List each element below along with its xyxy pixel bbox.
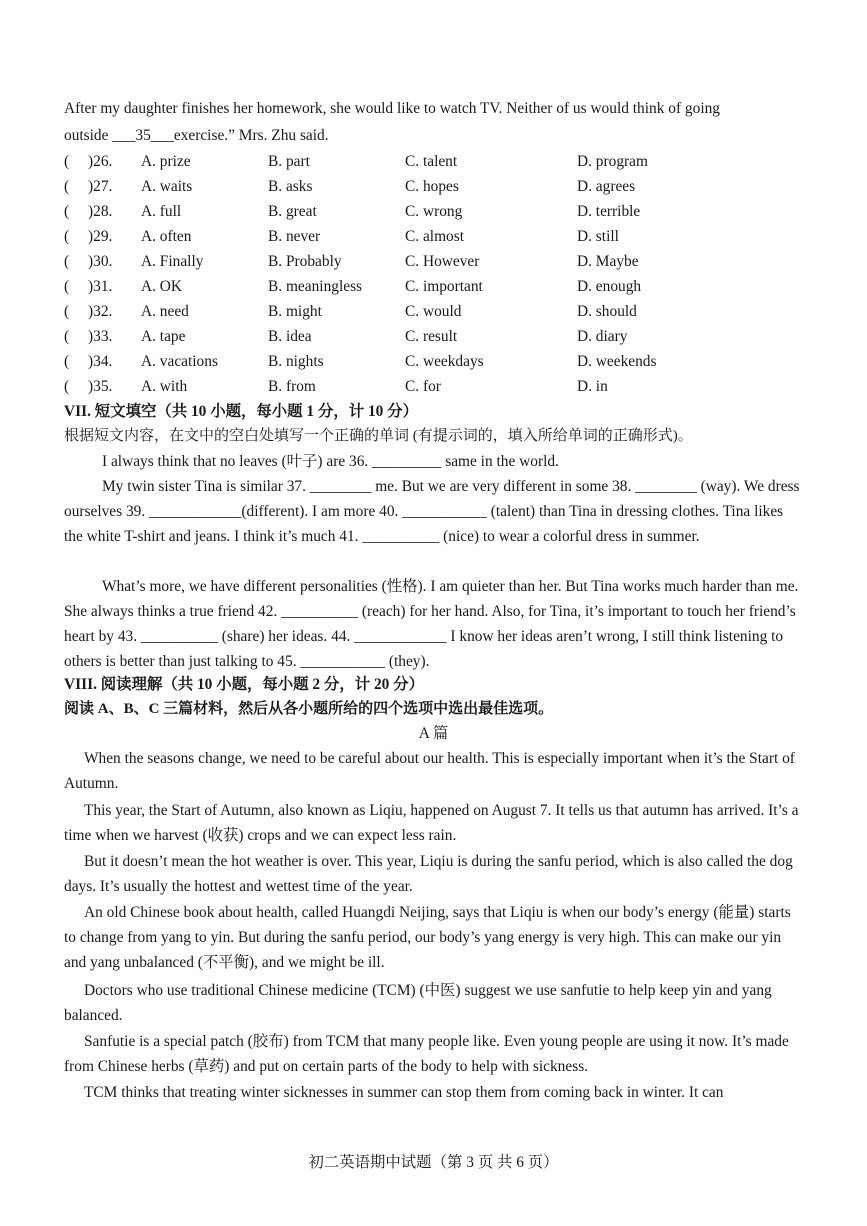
option-d: D. Maybe (577, 253, 639, 270)
option-a: A. full (141, 203, 182, 220)
passage-a-paragraph-7: TCM thinks that treating winter sicknesses in summer can stop them from coming back in winter. It can (84, 1084, 724, 1101)
answer-bracket: ( (64, 253, 70, 270)
cloze-question-30 (64, 249, 804, 274)
intro-line-2: outside ___35___exercise.” Mrs. Zhu said. (64, 127, 329, 144)
option-b: B. idea (268, 328, 312, 345)
option-b: B. never (268, 228, 321, 245)
section-7-paragraph-1: I always think that no leaves (叶子) are 36. _________ same in the world. (102, 453, 559, 470)
section-7-instruction: 根据短文内容，在文中的空白处填写一个正确的单词 (有提示词的，填入所给单词的正确形式)。 (64, 428, 693, 444)
option-b: B. nights (268, 353, 324, 370)
option-d: D. should (577, 303, 637, 320)
question-number: )27. (88, 178, 113, 195)
question-number: )28. (88, 203, 113, 220)
cloze-question-29 (64, 224, 804, 249)
answer-bracket: ( (64, 328, 70, 345)
option-b: B. from (268, 378, 316, 395)
option-a: A. tape (141, 328, 186, 345)
option-c: C. wrong (405, 203, 463, 220)
section-8-instruction: 阅读 A、B、C 三篇材料，然后从各小题所给的四个选项中选出最佳选项。 (64, 701, 554, 717)
option-a: A. prize (141, 153, 191, 170)
option-b: B. meaningless (268, 278, 363, 295)
answer-bracket: ( (64, 378, 70, 395)
option-a: A. vacations (141, 353, 218, 370)
option-d: D. program (577, 153, 648, 170)
option-a: A. often (141, 228, 192, 245)
option-b: B. part (268, 153, 310, 170)
cloze-question-27 (64, 174, 804, 199)
passage-a-paragraph-6: Sanfutie is a special patch (胶布) from TCM that many people like. Even young people are using it now. It’s made from Chinese herbs (草药) and put on certain parts of the body to help with sickness. (64, 1033, 789, 1075)
option-c: C. important (405, 278, 483, 295)
option-d: D. enough (577, 278, 642, 295)
cloze-question-32 (64, 299, 804, 324)
option-c: C. for (405, 378, 441, 395)
answer-bracket: ( (64, 178, 70, 195)
option-d: D. agrees (577, 178, 636, 195)
answer-bracket: ( (64, 228, 70, 245)
option-c: C. talent (405, 153, 458, 170)
option-c: C. However (405, 253, 480, 270)
cloze-question-28 (64, 199, 804, 224)
passage-a-paragraph-2: This year, the Start of Autumn, also known as Liqiu, happened on August 7. It tells us that autumn has arrived. It’s a time when we harvest (收获) crops and we can expect less rain. (64, 802, 799, 844)
question-number: )33. (88, 328, 113, 345)
option-d: D. terrible (577, 203, 641, 220)
option-c: C. hopes (405, 178, 459, 195)
option-a: A. waits (141, 178, 193, 195)
option-c: C. weekdays (405, 353, 484, 370)
answer-bracket: ( (64, 353, 70, 370)
option-b: B. might (268, 303, 322, 320)
answer-bracket: ( (64, 153, 70, 170)
option-d: D. diary (577, 328, 628, 345)
cloze-question-31 (64, 274, 804, 299)
cloze-question-26 (64, 149, 804, 174)
option-d: D. still (577, 228, 619, 245)
page-footer: 初二英语期中试题（第 3 页 共 6 页） (308, 1154, 559, 1171)
cloze-question-33 (64, 324, 804, 349)
question-number: )35. (88, 378, 113, 395)
passage-a-paragraph-1: When the seasons change, we need to be careful about our health. This is especially important when it’s the Start of Autumn. (64, 750, 795, 792)
answer-bracket: ( (64, 203, 70, 220)
section-7-paragraph-3: What’s more, we have different personalities (性格). I am quieter than her. But Tina works much harder than me. She always thinks a true friend 42. __________ (reach) for her hand. Also, for Tina, it’s important to touch her friend’s heart by 43. __________ (share) her ideas. 44. ____________ I know her ideas aren’t wrong, I still think listening to others is better than just talking to 45. ___________ (they). (64, 578, 799, 670)
question-number: )31. (88, 278, 113, 295)
option-a: A. OK (141, 278, 183, 295)
option-d: D. in (577, 378, 608, 395)
option-d: D. weekends (577, 353, 657, 370)
option-a: A. need (141, 303, 189, 320)
cloze-question-35 (64, 374, 804, 399)
question-number: )26. (88, 153, 113, 170)
intro-line-1: After my daughter finishes her homework, she would like to watch TV. Neither of us would think of going (64, 100, 720, 117)
option-b: B. Probably (268, 253, 342, 270)
cloze-question-34 (64, 349, 804, 374)
question-number: )30. (88, 253, 113, 270)
question-number: )29. (88, 228, 113, 245)
option-a: A. Finally (141, 253, 204, 270)
option-c: C. almost (405, 228, 464, 245)
option-c: C. result (405, 328, 458, 345)
option-b: B. asks (268, 178, 313, 195)
section-8-heading: VIII. 阅读理解（共 10 小题，每小题 2 分，计 20 分） (64, 676, 424, 693)
option-b: B. great (268, 203, 317, 220)
option-c: C. would (405, 303, 462, 320)
passage-a-paragraph-3: But it doesn’t mean the hot weather is over. This year, Liqiu is during the sanfu period, which is also called the dog days. It’s usually the hottest and wettest time of the year. (64, 853, 793, 895)
answer-bracket: ( (64, 278, 70, 295)
passage-a-paragraph-5: Doctors who use traditional Chinese medicine (TCM) (中医) suggest we use sanfutie to help keep yin and yang balanced. (64, 982, 772, 1024)
passage-a-paragraph-4: An old Chinese book about health, called Huangdi Neijing, says that Liqiu is when our body’s energy (能量) starts to change from yang to yin. But during the sanfu period, our body’s yang energy is very high. This can make our yin and yang unbalanced (不平衡), and we might be ill. (64, 904, 791, 971)
option-a: A. with (141, 378, 188, 395)
question-number: )32. (88, 303, 113, 320)
section-7-paragraph-2: My twin sister Tina is similar 37. ________ me. But we are very different in some 38. ________ (way). We dress ourselves 39. ____________(different). I am more 40. ___________ (talent) than Tina in dressing clothes. Tina likes the white T-shirt and jeans. I think it’s much 41. __________ (nice) to wear a colorful dress in summer. (64, 478, 800, 545)
section-7-heading: VII. 短文填空（共 10 小题，每小题 1 分，计 10 分） (64, 403, 418, 420)
passage-a-title: A 篇 (418, 725, 449, 742)
question-number: )34. (88, 353, 113, 370)
answer-bracket: ( (64, 303, 70, 320)
